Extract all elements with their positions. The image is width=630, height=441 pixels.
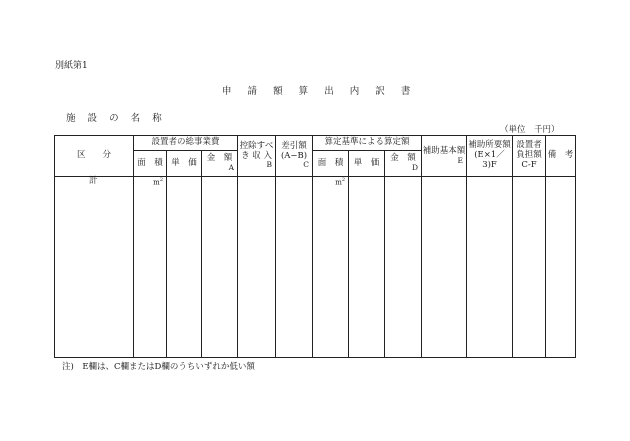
title-char: 額 xyxy=(273,86,283,97)
header-unit-price-2: 単 価 xyxy=(349,151,385,177)
header-category: 区 分 xyxy=(55,136,134,177)
total-label: 計 xyxy=(89,176,98,186)
header-deduction: 控除すべ き 収 入 B xyxy=(238,136,276,177)
deduction-cell xyxy=(238,177,276,358)
header-unit-price: 単 価 xyxy=(167,151,202,177)
remarks-cell xyxy=(546,177,576,358)
facility-char: の xyxy=(109,113,119,124)
subsidy-base-cell xyxy=(422,177,467,358)
annex-label: 別紙第1 xyxy=(55,61,88,71)
header-difference: 差引額 (A−B) C xyxy=(276,136,313,177)
title-char: 書 xyxy=(400,86,411,97)
difference-cell xyxy=(276,177,313,358)
header-area-2: 面 積 xyxy=(313,151,349,177)
title-char: 請 xyxy=(247,86,258,97)
title-char: 出 xyxy=(324,86,334,97)
facility-char: 称 xyxy=(152,113,162,124)
header-remarks: 備 考 xyxy=(546,136,576,177)
title-char: 内 xyxy=(349,86,360,97)
unit-label: （単位 千円） xyxy=(500,125,560,135)
header-amount-2: 金 額 D xyxy=(385,151,422,177)
footnote: 注) E欄は、C欄またはD欄のうちいずれか低い額 xyxy=(62,362,255,372)
installer-burden-cell xyxy=(513,177,546,358)
header-area: 面 積 xyxy=(134,151,167,177)
header-total-project-cost: 設置者の総事業費 xyxy=(134,136,238,151)
calculation-table xyxy=(54,135,576,358)
subsidy-required-cell xyxy=(467,177,513,358)
header-subsidy-required: 補助所要額 (E×1／3)F xyxy=(467,136,513,177)
header-standard-calc: 算定基準による算定額 xyxy=(313,136,422,151)
unit-price-cell xyxy=(167,177,202,358)
title-char: 申 xyxy=(222,86,232,97)
header-installer-burden: 設置者 負担額 C-F xyxy=(513,136,546,177)
area-cell: $m^2$ xyxy=(134,177,167,358)
facility-char: 施 xyxy=(66,113,76,124)
facility-char: 設 xyxy=(87,113,98,124)
facility-name-label xyxy=(66,110,171,124)
amount-cell xyxy=(202,177,238,358)
total-row-cell xyxy=(55,177,134,358)
header-amount: 金 額 A xyxy=(202,151,238,177)
title-char: 算 xyxy=(298,86,309,97)
header-subsidy-base: 補助基本額 E xyxy=(422,136,467,177)
area-cell-2: $m^2$ xyxy=(313,177,349,358)
unit-price-cell-2 xyxy=(349,177,385,358)
document-title xyxy=(222,83,423,97)
title-char: 訳 xyxy=(375,86,385,97)
facility-char: 名 xyxy=(130,113,141,124)
amount-cell-2 xyxy=(385,177,422,358)
